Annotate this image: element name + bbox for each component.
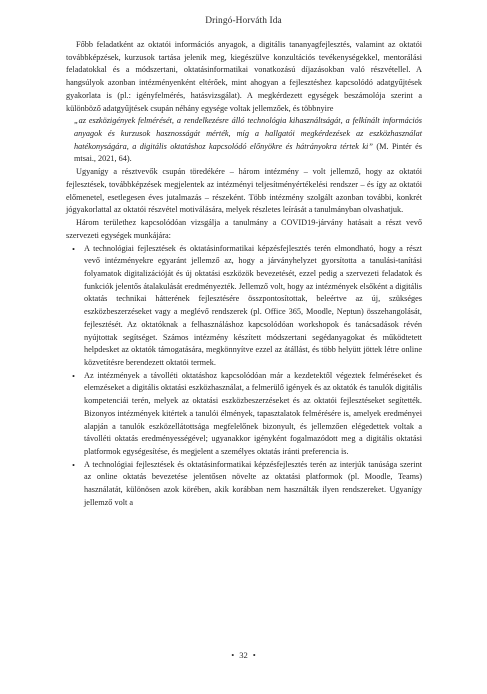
paragraph-2: Ugyanígy a résztvevők csupán töredékére – három intézmény – volt jellemző, hogy az oktatói fejlesztések, továbbképzések megjelentek az intézményi teljesítményértékelési rendszer – és így az oktatói előmenetel, esetlegesen éves jutalmazás – részeként. Több intézmény szolgált azonban további, konkrét jógyakorlattal az oktatói részvétel motiválására, melyek részletes leírását a tanulmányban olvashatjuk. — [66, 167, 422, 215]
list-item-text: A technológiai fejlesztések és oktatásinformatikai képzésfejlesztés terén az interjúk tanúsága szerint az online oktatás bevezetése jelentősen növelte az oktatási platformok (pl. Moodle, Teams) használatát, különösen azok körében, akik korábban nem használták ilyen rendszereket. Ugyanígy jellemző volt a — [84, 459, 422, 507]
list-item-text: Az intézmények a távolléti oktatáshoz kapcsolódóan már a kezdetektől végeztek felméréseket és elemzéseket a digitális oktatási eszközhasználat, a felmerülő igények és az oktatók és tanulók digitális kompetenciái terén, melyek az oktatási eszközbeszerzéseket és az oktatói fejlesztéseket segítették. Bizonyos intézmények kitértek a tanulói élmények, tapasztalatok felmérésére is, amelyek eredményei alapján a tanulók eszközellátottsága megfelelőnek bizonyult, és jellemzően elégedettek voltak a távolléti oktatás eredményességével; ugyanakkor igényként fogalmazódott meg a digitális oktatási platformok egységesítése, és megjelent a személyes oktatás iránti preferencia is. — [84, 370, 422, 456]
bullet-icon: • — [72, 370, 76, 381]
block-quote — [74, 115, 422, 166]
list-item-text: A technológiai fejlesztések és oktatásinformatikai képzésfejlesztés terén elmondható, hogy a részt vevő intézményekre egyaránt jellemző az, hogy a járványhelyzet gyorsította a tanulási-tanítási folyamatok digitalizációját és új oktatási eszközök bevezetését, ezzel pedig a szervezeti feladatok és funkciók jelentős átalakulását eredményezték. Jellemző volt, hogy az intézmények elsőként a digitális oktatás technikai hátterének fejlesztésére összpontosítottak, beleértve az új, szükséges eszközbeszerzéseket vagy a meglévő rendszerek (pl. Office 365, Moodle, Neptun) összehangolását, fejlesztését. Az oktatóknak a felhasználáshoz kapcsolódóan workshopok és tanácsadások révén nyújtottak segítséget. Számos intézmény készített módszertani segédanyagokat és működtetett helpdesket az oktatók támogatására, megkönnyítve ezzel az átállást, és több helyütt jöttek létre online közvetítésre berendezett oktatói termek. — [84, 243, 422, 367]
bullet-icon: • — [72, 243, 76, 254]
paragraph-3: Három területhez kapcsolódóan vizsgálja a tanulmány a COVID19-járvány hatásait a részt vevő szervezeti egységek munkájára: — [66, 218, 422, 240]
list-item — [72, 459, 422, 510]
footer-separator-right: • — [252, 650, 256, 660]
bullet-icon: • — [72, 459, 76, 470]
quote-text: „az eszközigények felmérését, a rendelkezésre álló technológia kihasználtságát, a felkínált információs anyagok és kurzusok hasznosságát mérték, míg a hallgatói megkérdezések az eszközhasználat hatékonyságára, a digitális oktatáshoz kapcsolódó előnyökre és hátrányokra tértek ki” — [74, 116, 422, 151]
body-text — [66, 39, 422, 510]
quote-citation: (M. Pintér és mtsai., 2021, 64). — [74, 141, 422, 164]
running-head: Dringó-Horváth Ida — [205, 16, 282, 26]
paragraph-1: Főbb feladatként az oktatói információs anyagok, a digitális tananyagfejlesztés, valamint az oktatói továbbképzések, kurzusok tartása jelenik meg, kiegészülve konzultációs tevékenységekkel, mentorálási feladatokkal és a módszertani, oktatásinformatikai vonatkozású díjazásokban való részvétellel. A hangsúlyok azonban intézményenként eltérőek, mint ahogyan a fejlesztéshez kapcsolódó adatgyűjtések gyakorlata is (pl.: igényfelmérés, hatásvizsgálat). A megkérdezett egységek beszámolója szerint a különböző adatgyűjtések csupán néhány egysége voltak jellemzőek, és többnyire — [66, 40, 422, 113]
list-item — [72, 370, 422, 459]
page-footer — [0, 650, 487, 660]
footer-separator-left: • — [231, 650, 235, 660]
bullet-list — [66, 243, 422, 510]
page-number: 32 — [239, 650, 248, 660]
list-item — [72, 243, 422, 370]
